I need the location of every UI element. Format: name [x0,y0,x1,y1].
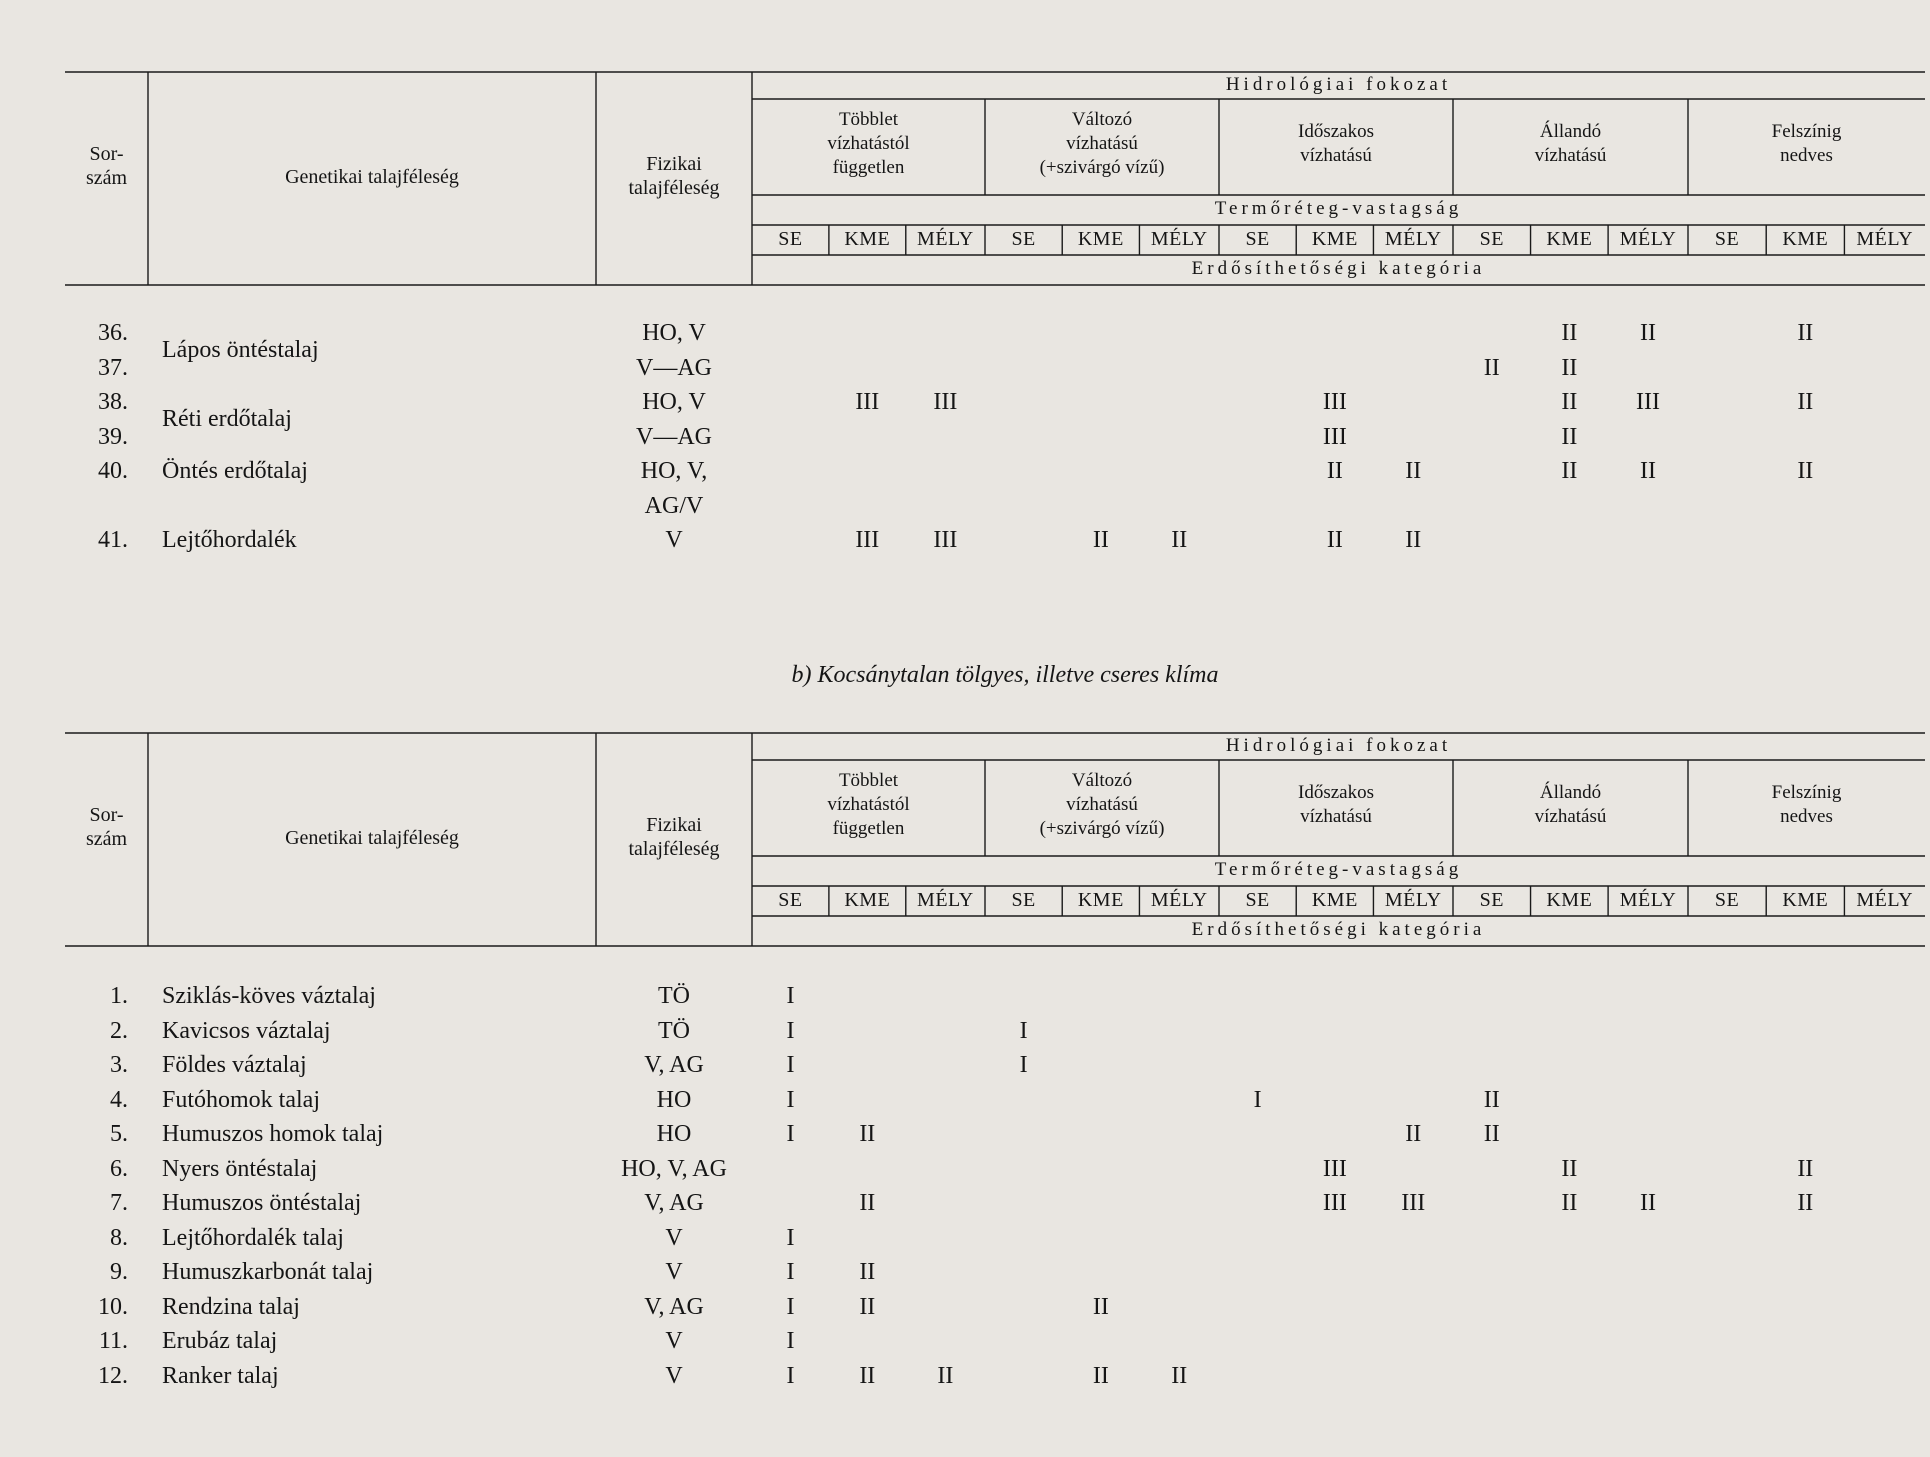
caption-klima: b) Kocsánytalan tölgyes, illetve cseres klíma [791,662,1219,688]
category-cell: I [786,1224,795,1251]
row-physical-soil: HO, V, AG [621,1155,727,1182]
header-sub-kme: KME [1077,228,1124,250]
row-genetic-soil: Ranker talaj [162,1362,279,1389]
row-genetic-soil: Erubáz talaj [162,1328,278,1354]
header-fizikai: Fizikai talajféleség [628,814,720,860]
header-sub-kme: KME [1077,889,1124,911]
category-cell: III [855,389,880,415]
row-genetic-soil: Lejtőhordalék [162,527,297,553]
header-group-3: Időszakos vízhatású [1298,121,1374,166]
category-cell: II [859,1190,876,1216]
row-number: 12. [98,1362,128,1389]
row-number: 4. [110,1086,128,1113]
category-cell: II [859,1259,876,1285]
category-cell: II [1640,320,1657,346]
row-physical-soil: V [665,1259,683,1285]
category-cell: II [1797,458,1814,484]
header-sub-se: SE [1714,228,1740,250]
header-sub-kme: KME [1311,889,1358,911]
header-sub-mély: MÉLY [917,228,974,250]
row-number: 36. [98,320,128,346]
category-cell: II [859,1362,876,1389]
header-sub-mély: MÉLY [917,889,974,911]
row-genetic-soil: Lejtőhordalék talaj [162,1224,344,1251]
row-number: 39. [98,423,128,450]
category-cell: I [786,1362,795,1389]
category-cell: II [1561,1190,1578,1216]
row-number: 8. [110,1224,128,1251]
row-physical-soil: V [665,1362,683,1389]
category-cell: II [1092,1293,1109,1320]
category-cell: I [1019,1052,1028,1078]
header-group-4: Állandó vízhatású [1534,782,1607,827]
category-cell: II [1092,527,1109,553]
row-physical-soil: HO [656,1086,692,1113]
row-genetic-soil: Nyers öntéstalaj [162,1155,318,1182]
header-sorszam: Sor- szám [85,143,128,189]
category-cell: II [1483,1121,1500,1147]
row-number: 7. [110,1190,128,1216]
header-erdosithetosegi: Erdősíthetőségi kategória [1191,258,1486,279]
category-cell: I [786,1086,795,1113]
row-physical-soil: V [665,1224,683,1251]
header-group-3: Időszakos vízhatású [1298,782,1374,827]
header-sub-kme: KME [1546,889,1593,911]
category-cell: II [1561,1155,1578,1182]
row-genetic-soil: Futóhomok talaj [162,1086,320,1113]
row-genetic-soil: Kavicsos váztalaj [162,1017,331,1044]
header-sub-mély: MÉLY [1384,228,1442,250]
row-physical-soil: HO, V [642,320,706,346]
header-group-2: Változó vízhatású (+szivárgó vízű) [1039,109,1165,178]
category-cell: I [1019,1017,1028,1044]
category-cell: II [1171,1362,1188,1389]
category-cell: II [1561,458,1578,484]
header-sub-mély: MÉLY [1150,889,1208,911]
header-sub-se: SE [1479,228,1504,250]
category-cell: II [1405,1121,1422,1147]
row-physical-soil: V, AG [644,1190,704,1216]
row-physical-soil: AG/V [644,492,704,519]
header-hidrologiai: Hidrológiai fokozat [1225,74,1452,95]
header-genetikai: Genetikai talajféleség [285,166,459,188]
header-group-1: Többlet vízhatástól független [827,109,910,178]
category-cell: II [1797,1190,1814,1216]
row-physical-soil: TÖ [658,1017,690,1044]
row-number: 10. [98,1293,128,1320]
row-number: 40. [98,458,128,484]
row-number: 37. [98,354,128,381]
category-cell: III [1322,389,1347,415]
header-sub-mély: MÉLY [1384,889,1442,911]
header-sub-se: SE [1714,889,1740,911]
row-physical-soil: V [665,527,683,553]
row-physical-soil: TÖ [658,983,690,1009]
header-genetikai: Genetikai talajféleség [285,827,459,849]
row-genetic-soil: Humuszkarbonát talaj [162,1259,374,1285]
category-cell: III [855,527,880,553]
row-genetic-soil: Réti erdőtalaj [162,406,292,432]
category-cell: I [786,1328,795,1354]
header-group-1: Többlet vízhatástól független [827,770,910,839]
category-cell: I [786,1017,795,1044]
header-sorszam: Sor- szám [85,804,128,850]
category-cell: I [786,1293,795,1320]
header-fizikai: Fizikai talajféleség [628,153,720,199]
header-sub-mély: MÉLY [1619,228,1677,250]
category-cell: II [1797,389,1814,415]
row-number: 3. [110,1052,128,1078]
category-cell: II [1405,458,1422,484]
header-termoreteg: Termőréteg-vastagság [1214,859,1463,880]
row-number: 2. [110,1017,128,1044]
category-cell: II [1797,320,1814,346]
category-cell: II [1797,1155,1814,1182]
category-cell: II [937,1362,954,1389]
row-physical-soil: V, AG [644,1052,704,1078]
category-cell: II [859,1121,876,1147]
category-cell: II [1561,423,1578,450]
row-number: 41. [98,527,128,553]
header-sub-se: SE [1479,889,1504,911]
row-physical-soil: HO [656,1121,692,1147]
header-sub-kme: KME [844,228,891,250]
row-number: 38. [98,389,128,415]
header-sub-se: SE [778,228,803,250]
header-sub-mély: MÉLY [1856,228,1914,250]
row-physical-soil: HO, V [642,389,706,415]
header-sub-se: SE [1011,889,1036,911]
header-group-5: Felszínig nedves [1771,782,1842,827]
header-sub-se: SE [1245,889,1270,911]
category-cell: II [1483,1086,1500,1113]
category-cell: II [1171,527,1188,553]
category-cell: III [933,389,958,415]
row-genetic-soil: Rendzina talaj [162,1293,300,1320]
category-cell: I [786,1121,795,1147]
category-cell: I [786,1052,795,1078]
row-genetic-soil: Öntés erdőtalaj [162,458,308,484]
row-number: 9. [110,1259,128,1285]
header-group-2: Változó vízhatású (+szivárgó vízű) [1039,770,1165,839]
row-genetic-soil: Földes váztalaj [162,1052,307,1078]
row-genetic-soil: Sziklás-köves váztalaj [162,983,376,1009]
row-physical-soil: V [665,1328,683,1354]
header-hidrologiai: Hidrológiai fokozat [1225,735,1452,756]
category-cell: II [1640,1190,1657,1216]
header-termoreteg: Termőréteg-vastagság [1214,198,1463,219]
row-genetic-soil: Lápos öntéstalaj [162,337,319,363]
category-cell: II [1483,354,1500,381]
category-cell: III [933,527,958,553]
row-physical-soil: HO, V, [640,458,708,484]
header-sub-mély: MÉLY [1150,228,1208,250]
row-physical-soil: V—AG [636,423,712,450]
header-sub-kme: KME [844,889,891,911]
category-cell: II [1326,527,1343,553]
category-cell: II [1092,1362,1109,1389]
header-group-5: Felszínig nedves [1771,121,1842,166]
category-cell: III [1401,1190,1426,1216]
category-cell: III [1322,423,1347,450]
row-physical-soil: V—AG [636,354,712,381]
category-cell: III [1636,389,1661,415]
category-cell: I [1253,1086,1262,1113]
row-genetic-soil: Humuszos homok talaj [162,1121,384,1147]
header-sub-se: SE [1245,228,1270,250]
category-cell: II [1326,458,1343,484]
header-erdosithetosegi: Erdősíthetőségi kategória [1191,919,1486,940]
row-number: 11. [98,1328,128,1354]
category-cell: II [1561,354,1578,381]
category-cell: I [786,983,795,1009]
header-sub-se: SE [778,889,803,911]
header-sub-kme: KME [1782,228,1829,250]
row-genetic-soil: Humuszos öntéstalaj [162,1190,362,1216]
row-number: 5. [110,1121,128,1147]
category-cell: II [1405,527,1422,553]
header-sub-kme: KME [1782,889,1829,911]
header-sub-kme: KME [1546,228,1593,250]
header-sub-mély: MÉLY [1856,889,1914,911]
row-number: 6. [110,1155,128,1182]
category-cell: II [1561,389,1578,415]
header-group-4: Állandó vízhatású [1534,121,1607,166]
category-cell: II [859,1293,876,1320]
category-cell: I [786,1259,795,1285]
category-cell: III [1322,1155,1347,1182]
category-cell: III [1322,1190,1347,1216]
header-sub-kme: KME [1311,228,1358,250]
row-physical-soil: V, AG [644,1293,704,1320]
category-cell: II [1640,458,1657,484]
header-sub-mély: MÉLY [1619,889,1677,911]
row-number: 1. [110,983,128,1009]
category-cell: II [1561,320,1578,346]
header-sub-se: SE [1011,228,1036,250]
